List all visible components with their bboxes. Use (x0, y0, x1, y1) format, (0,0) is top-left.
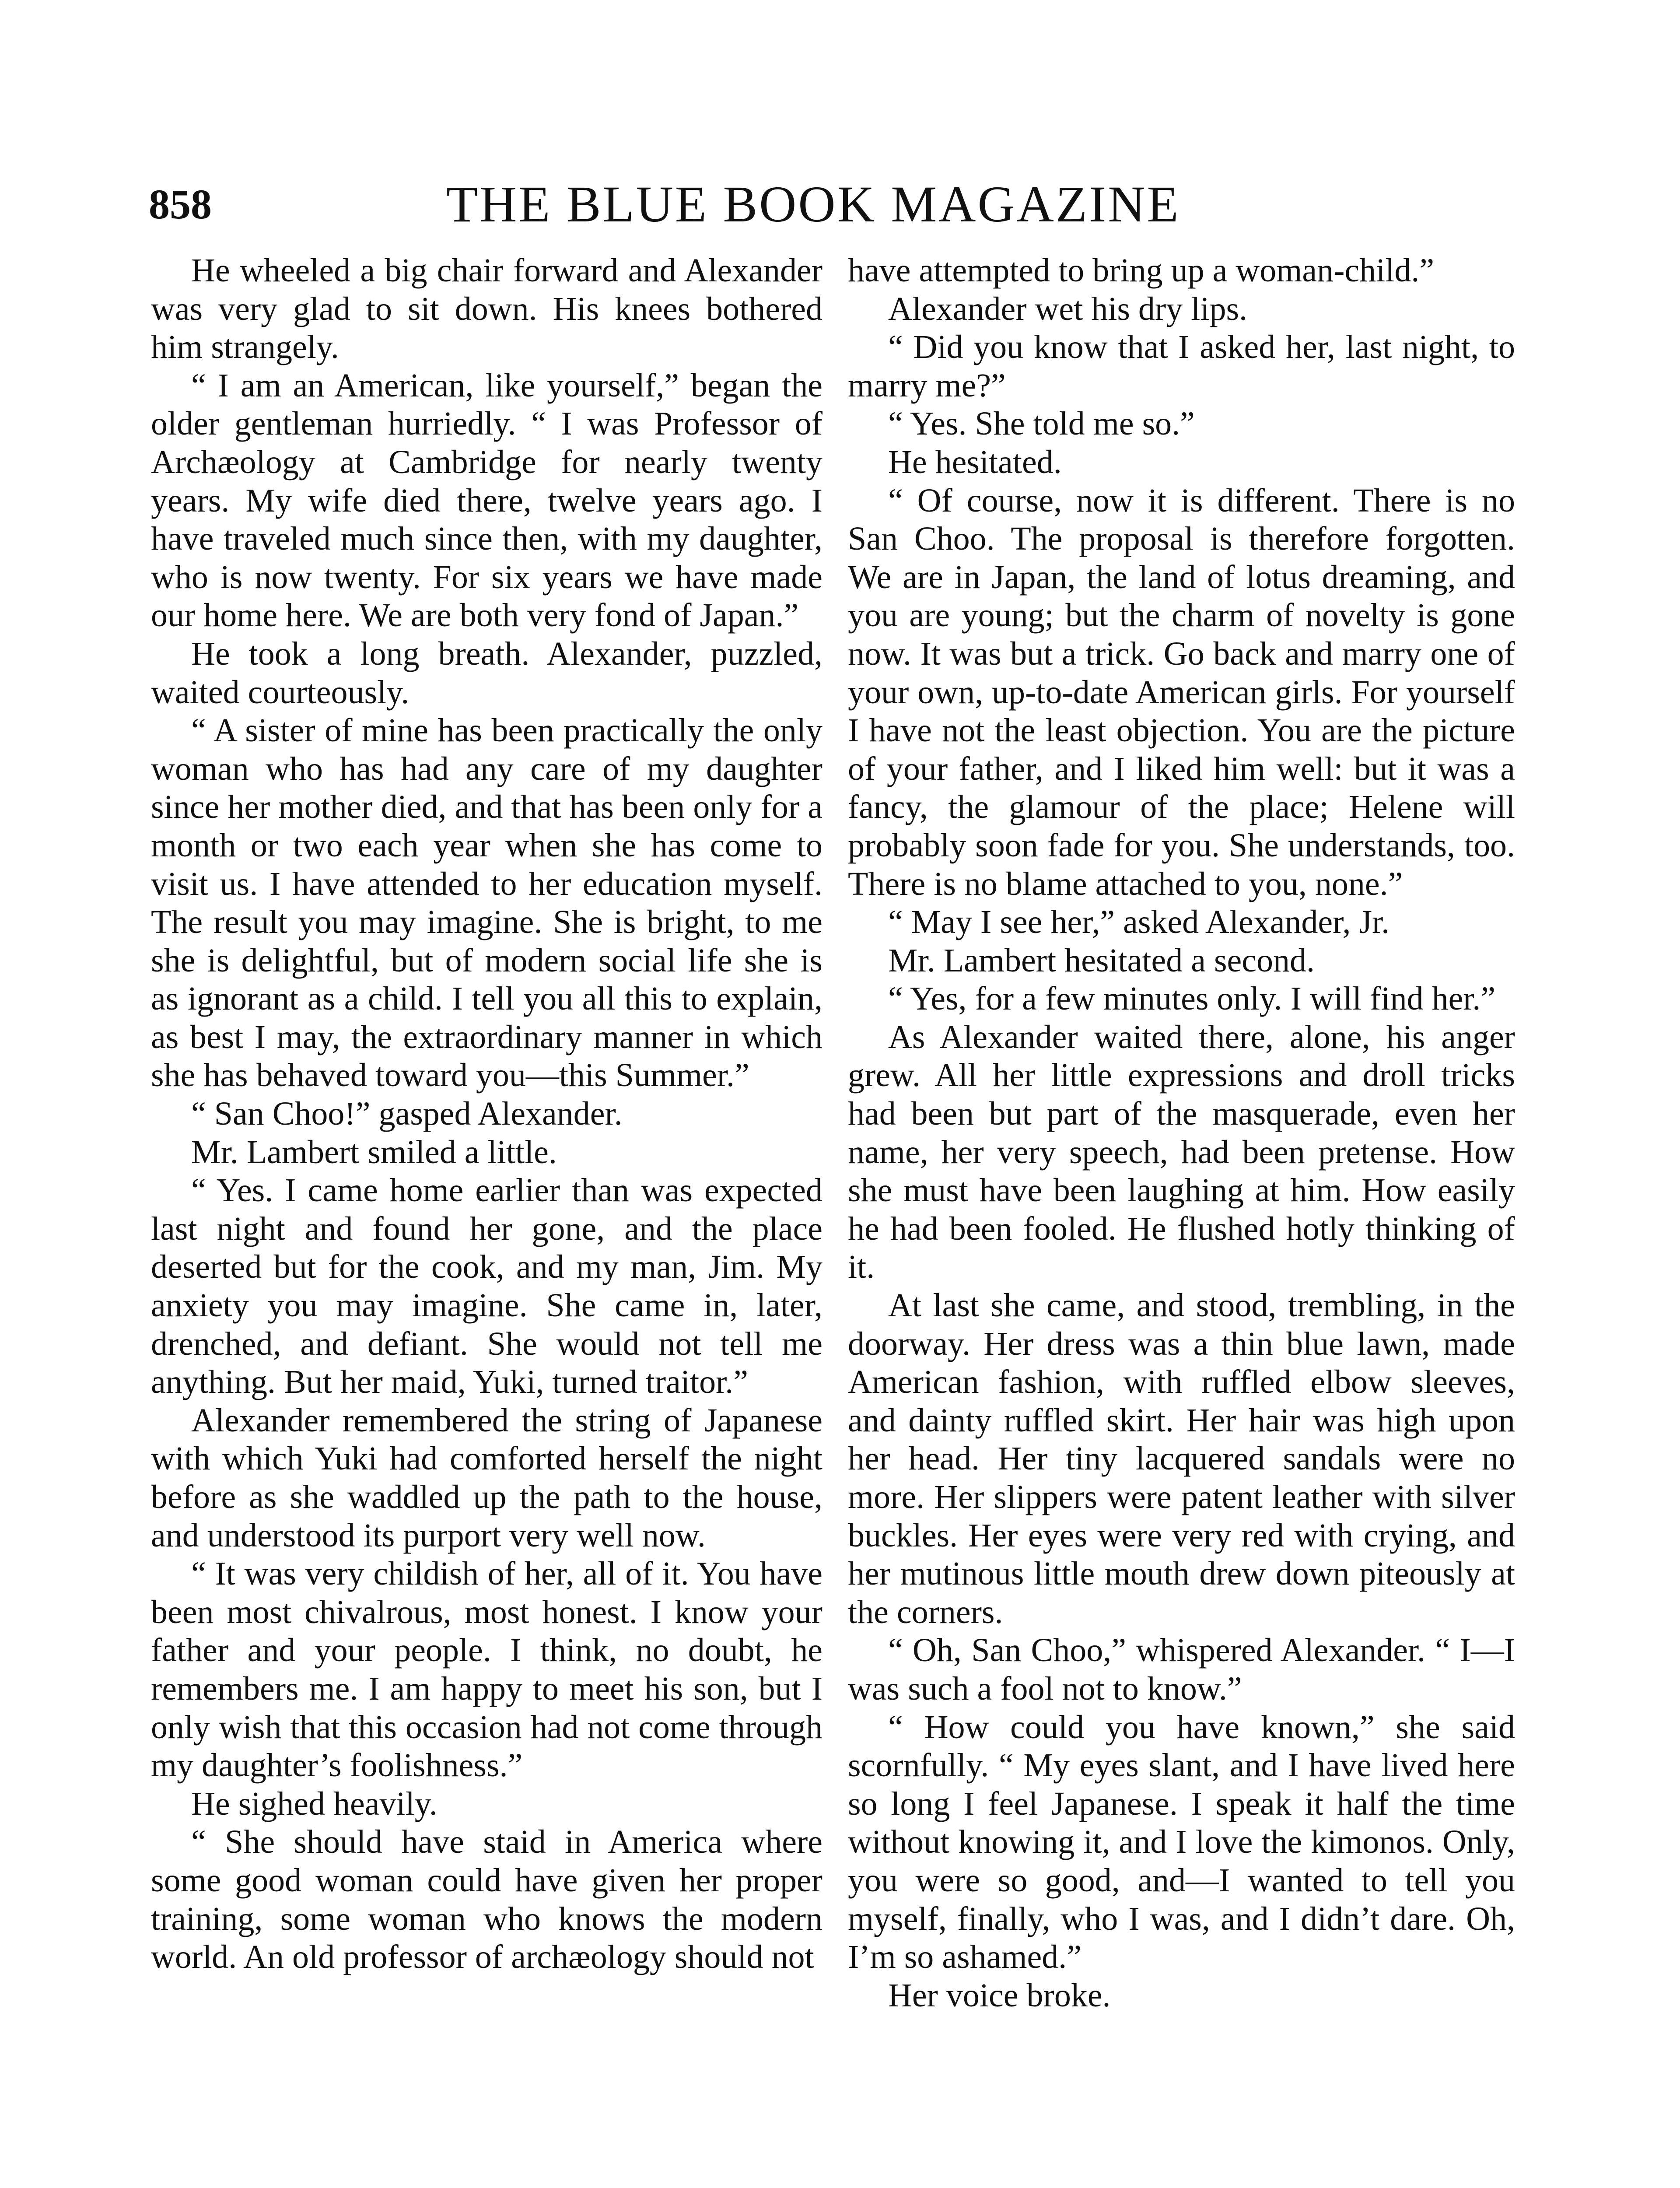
paragraph: Mr. Lambert smiled a little. (191, 1133, 557, 1171)
paragraph: As Alexander waited there, alone, his anger grew. All her little expressions and droll tricks had been but part of the masquerade, even her name, her very speech, had been pretense. How she must have been laughing at him. How easily he had been fooled. He flushed hotly thinking of it. (848, 1018, 1515, 1286)
paragraph-continuation: have attempted to bring up a woman-child.” (848, 252, 1435, 289)
right-column (848, 252, 1515, 2188)
paragraph: “ She should have staid in America where some good woman could have given her proper training, some woman who knows the modern world. An old professor of archæology should not (151, 1823, 822, 1976)
left-column (151, 252, 822, 2188)
paragraph: Her voice broke. (888, 1977, 1111, 2014)
paragraph: “ Did you know that I asked her, last night, to marry me?” (848, 329, 1515, 404)
running-head: THE BLUE BOOK MAGAZINE (446, 175, 1180, 233)
paragraph: “ Of course, now it is different. There is no San Choo. The proposal is therefore forgotten. We are in Japan, the land of lotus dreaming, and you are young; but the charm of novelty is gone now. It was but a trick. Go back and marry one of your own, up-to-date American girls. For yourself I have not the least objection. You are the picture of your father, and I liked him well: but it was a fancy, the glamour of the place; Helene will probably soon fade for you. She understands, too. There is no blame attached to you, none.” (848, 482, 1515, 902)
paragraph: “ Oh, San Choo,” whispered Alexander. “ I—I was such a fool not to know.” (848, 1632, 1515, 1707)
paragraph: “ I am an American, like yourself,” began the older gentleman hurriedly. “ I was Professor of Archæology at Cambridge for nearly twenty years. My wife died there, twelve years ago. I have traveled much since then, with my daughter, who is now twenty. For six years we have made our home here. We are both very fond of Japan.” (151, 367, 822, 634)
paragraph: “ San Choo!” gasped Alexander. (191, 1095, 623, 1133)
paragraph: “ May I see her,” asked Alexander, Jr. (888, 904, 1390, 941)
paragraph: Alexander remembered the string of Japanese with which Yuki had comforted herself the night before as she waddled up the path to the house, and understood its purport very well now. (151, 1402, 822, 1554)
page-number: 858 (149, 181, 212, 228)
paragraph: He sighed heavily. (191, 1785, 438, 1822)
paragraph: “ Yes, for a few minutes only. I will find her.” (888, 980, 1496, 1017)
paragraph: “ A sister of mine has been practically the only woman who has had any care of my daughter since her mother died, and that has been only for a month or two each year when she has come to visit us. I have attended to her education myself. The result you may imagine. She is bright, to me she is delightful, but of modern social life she is as ignorant as a child. I tell you all this to explain, as best I may, the extraordinary manner in which she has behaved toward you—this Summer.” (151, 712, 822, 1094)
paragraph: “ It was very childish of her, all of it. You have been most chivalrous, most honest. I know your father and your people. I think, no doubt, he remembers me. I am happy to meet his son, but I only wish that this occasion had not come through my daughter’s foolishness.” (151, 1555, 822, 1784)
paragraph: He took a long breath. Alexander, puzzled, waited courteously. (151, 635, 822, 711)
page-header (149, 167, 1339, 242)
paragraph: He hesitated. (888, 443, 1062, 480)
paragraph: Mr. Lambert hesitated a second. (888, 942, 1315, 979)
paragraph: Alexander wet his dry lips. (888, 290, 1248, 327)
paragraph: He wheeled a big chair forward and Alexander was very glad to sit down. His knees bothered him strangely. (151, 252, 822, 366)
paragraph: At last she came, and stood, trembling, in the doorway. Her dress was a thin blue lawn, made American fashion, with ruffled elbow sleeves, and dainty ruffled skirt. Her hair was high upon her head. Her tiny lacquered sandals were no more. Her slippers were patent leather with silver buckles. Her eyes were very red with crying, and her mutinous little mouth drew down piteously at the corners. (848, 1287, 1515, 1630)
paragraph: “ Yes. She told me so.” (888, 405, 1195, 442)
paragraph: “ Yes. I came home earlier than was expected last night and found her gone, and the place deserted but for the cook, and my man, Jim. My anxiety you may imagine. She came in, later, drenched, and defiant. She would not tell me anything. But her maid, Yuki, turned traitor.” (151, 1172, 822, 1401)
paragraph: “ How could you have known,” she said scornfully. “ My eyes slant, and I have lived here so long I feel Japanese. I speak it half the time without knowing it, and I love the kimonos. Only, you were so good, and—I wanted to tell you myself, finally, who I was, and I didn’t dare. Oh, I’m so ashamed.” (848, 1708, 1515, 1976)
